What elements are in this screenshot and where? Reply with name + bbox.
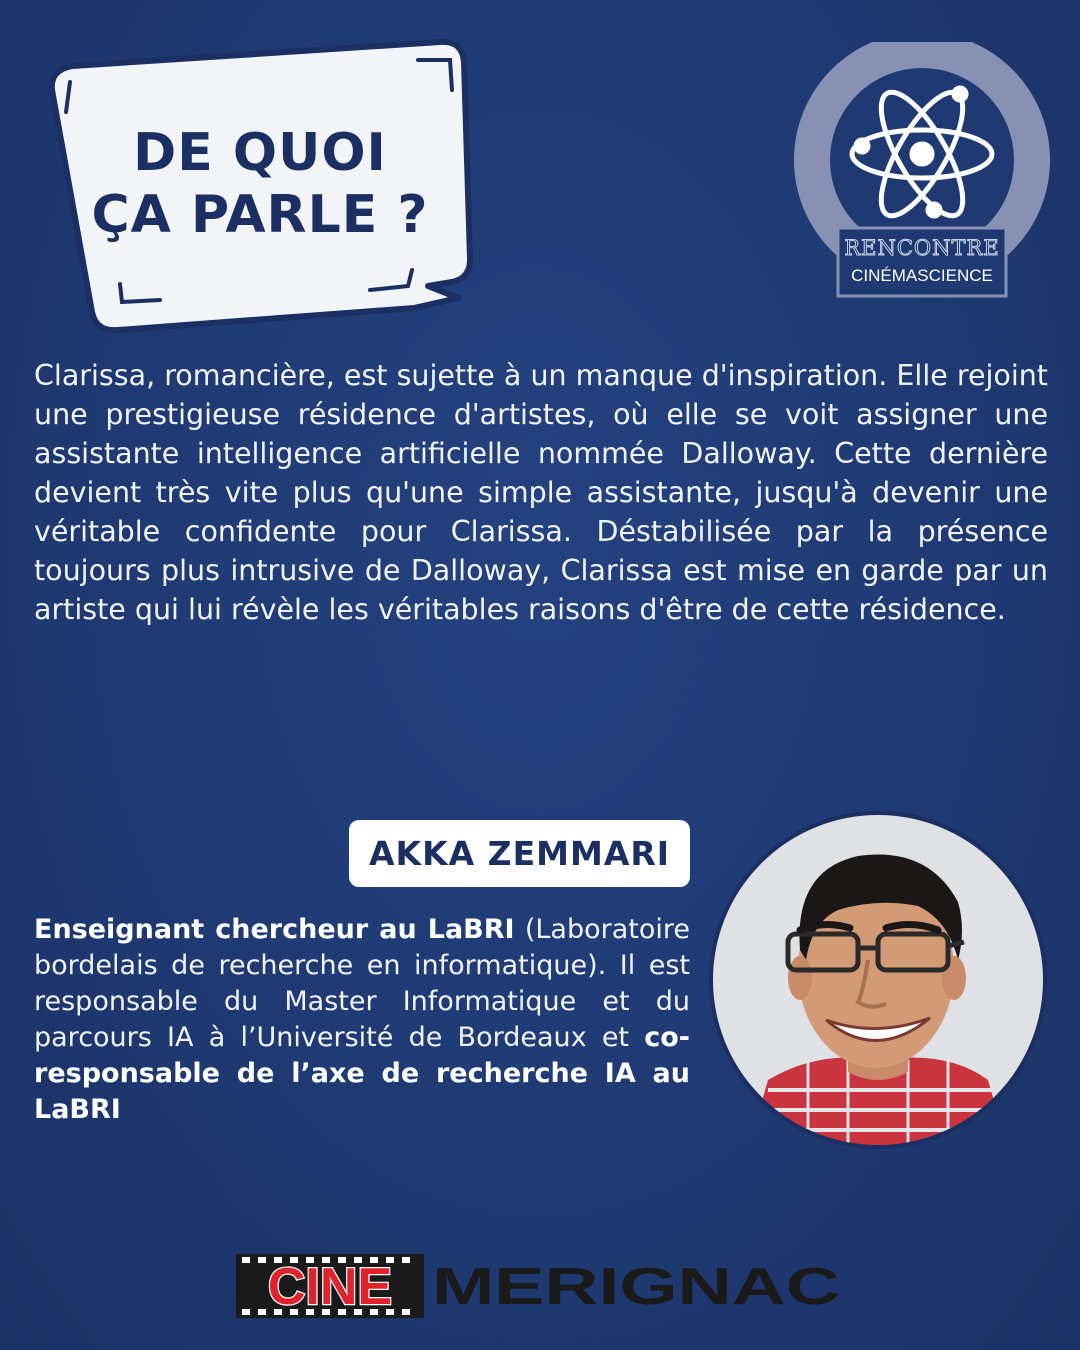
speaker-name: AKKA ZEMMARI [368, 834, 671, 873]
cinemerignac-logo [236, 1254, 846, 1318]
synopsis-text: Clarissa, romancière, est sujette à un manque d'inspiration. Elle rejoint une prestigieuse résidence d'artistes, où elle se voit assigner une assistante intelligence artificielle nommée Dalloway. Cette dernière devient très vite plus qu'une simple assistante, jusqu'à devenir une véritable confidente pour Clarissa. Déstabilisée par la présence toujours plus intrusive de Dalloway, Clarissa est mise en garde par un artiste qui lui révèle les véritables raisons d'être de cette résidence. [34, 359, 1048, 626]
bio-bold-1: Enseignant chercheur au LaBRI [34, 914, 515, 945]
logo-line-1: RENCONTRE [844, 236, 1000, 260]
speaker-bio [34, 912, 690, 1128]
title-line-1: DE QUOI [133, 123, 387, 183]
rencontre-logo [792, 42, 1052, 302]
section-title [60, 122, 460, 246]
speaker-name-badge [349, 820, 690, 887]
speaker-portrait [708, 810, 1048, 1150]
bio-bold-2: co-responsable de l’axe de recherche IA au LaBRI [34, 1022, 690, 1125]
brand-cine: CINE [267, 1258, 393, 1316]
bio-regular: (Laboratoire bordelais de recherche en informatique). Il est responsable du Master Informatique et du parcours IA à l’Université de Bordeaux et [34, 914, 690, 1053]
brand-merignac: MERIGNAC [432, 1258, 840, 1316]
title-line-2: ÇA PARLE ? [91, 185, 429, 245]
logo-line-2: CINÉMASCIENCE [851, 266, 993, 285]
